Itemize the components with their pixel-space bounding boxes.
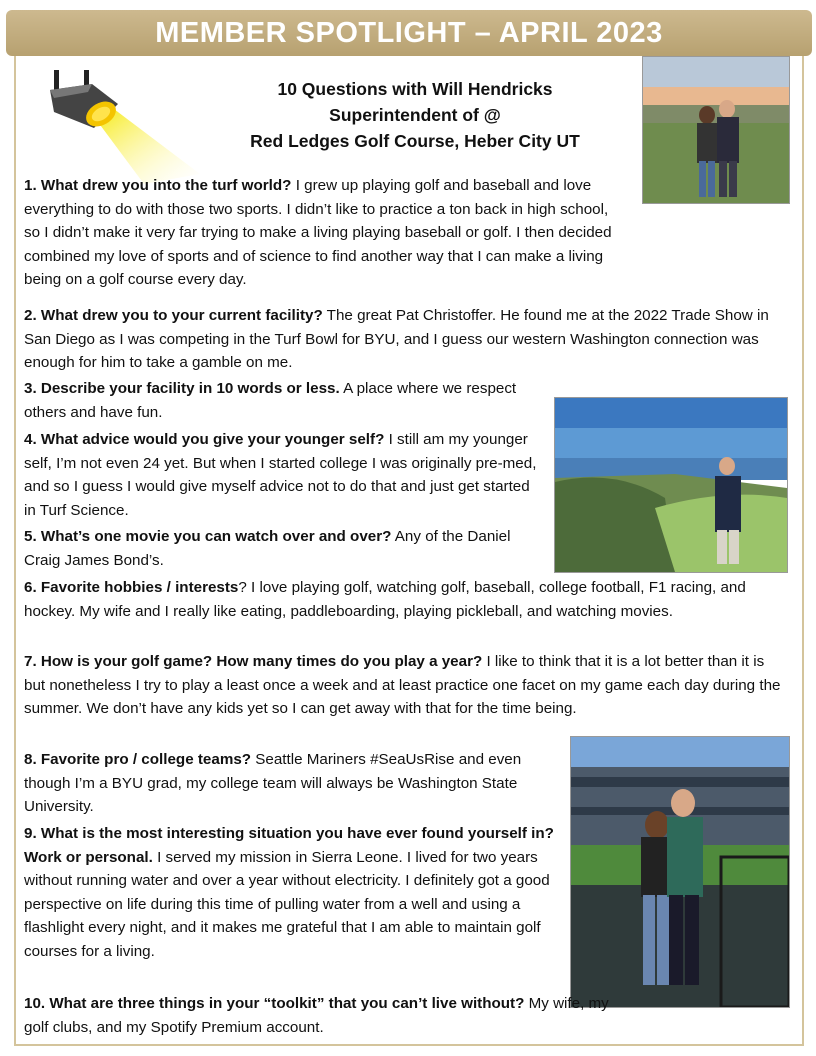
- question-4: [24, 428, 544, 522]
- question-6-answer: ? I love playing golf, watching golf, baseball, college football, F1 racing, and hockey. My wife and I really like eating, paddleboarding, playing pickleball, and watching movies.: [24, 579, 746, 620]
- question-8-prompt: 8. Favorite pro / college teams?: [24, 751, 252, 768]
- question-1: [24, 174, 624, 292]
- question-9: [24, 822, 554, 963]
- question-9-prompt: 9. What is the most interesting situation you have ever found yourself in? Work or personal.: [24, 825, 554, 866]
- question-3: [24, 377, 544, 424]
- question-1-prompt: 1. What drew you into the turf world?: [24, 177, 292, 194]
- question-4-answer: I still am my younger self, I’m not even 24 yet. But when I started college I was originally pre-med, and so I guess I would give myself advice not to do that and just get started in Turf Science.: [24, 431, 537, 519]
- question-10-answer: My wife, my golf clubs, and my Spotify Premium account.: [24, 995, 609, 1036]
- question-7-answer: I like to think that it is a lot better than it is but nonetheless I try to play a least once a week and at least practice one facet on my game each day during the summer. We don’t have any kids yet so I can get away with that for the time being.: [24, 653, 781, 717]
- question-6: [24, 576, 784, 623]
- header-line-1: 10 Questions with Will Hendricks: [277, 79, 553, 99]
- question-7: [24, 650, 784, 721]
- question-10-prompt: 10. What are three things in your “toolkit” that you can’t live without?: [24, 995, 525, 1012]
- question-2: [24, 304, 784, 375]
- question-8-answer: Seattle Mariners #SeaUsRise and even though I’m a BYU grad, my college team will always be Washington State University.: [24, 751, 522, 815]
- couple-photo-outdoor: [642, 56, 790, 204]
- question-7-prompt: 7. How is your golf game? How many times do you play a year?: [24, 653, 483, 670]
- question-3-answer: A place where we respect others and have fun.: [24, 380, 517, 421]
- question-3-prompt: 3. Describe your facility in 10 words or less.: [24, 380, 340, 397]
- page-banner: MEMBER SPOTLIGHT – APRIL 2023: [6, 10, 812, 56]
- question-5-answer: Any of the Daniel Craig James Bond’s.: [24, 528, 511, 569]
- question-4-prompt: 4. What advice would you give your younger self?: [24, 431, 385, 448]
- question-5-prompt: 5. What’s one movie you can watch over and over?: [24, 528, 392, 545]
- question-10: [24, 992, 624, 1039]
- question-5: [24, 525, 544, 572]
- question-2-prompt: 2. What drew you to your current facility?: [24, 307, 323, 324]
- article-header: [200, 76, 630, 154]
- header-line-3: Red Ledges Golf Course, Heber City UT: [250, 131, 580, 151]
- spotlight-icon: [44, 66, 204, 186]
- question-6-prompt: 6. Favorite hobbies / interests: [24, 579, 239, 596]
- header-line-2: Superintendent of @: [329, 105, 501, 125]
- question-2-answer: The great Pat Christoffer. He found me at the 2022 Trade Show in San Diego as I was competing in the Turf Bowl for BYU, and I guess our western Washington connection was enough for him to take a gamble on me.: [24, 307, 769, 371]
- question-1-answer: I grew up playing golf and baseball and love everything to do with those two sports. I didn’t like to practice a ton back in high school, so I didn’t make it very far trying to make a living playing baseball or golf. I then decided combined my love of sports and of science to find another way that I can make a living being on a golf course every day.: [24, 177, 612, 288]
- question-9-answer: I served my mission in Sierra Leone. I lived for two years without running water and over a year without electricity. I definitely got a good perspective on life during this time of pulling water from a well and using a flashlight every night, and it makes me grateful that I am able to maintain golf courses for a living.: [24, 848, 550, 960]
- golf-course-photo: [554, 397, 788, 573]
- question-8: [24, 748, 524, 819]
- stadium-couple-photo: [570, 736, 790, 1008]
